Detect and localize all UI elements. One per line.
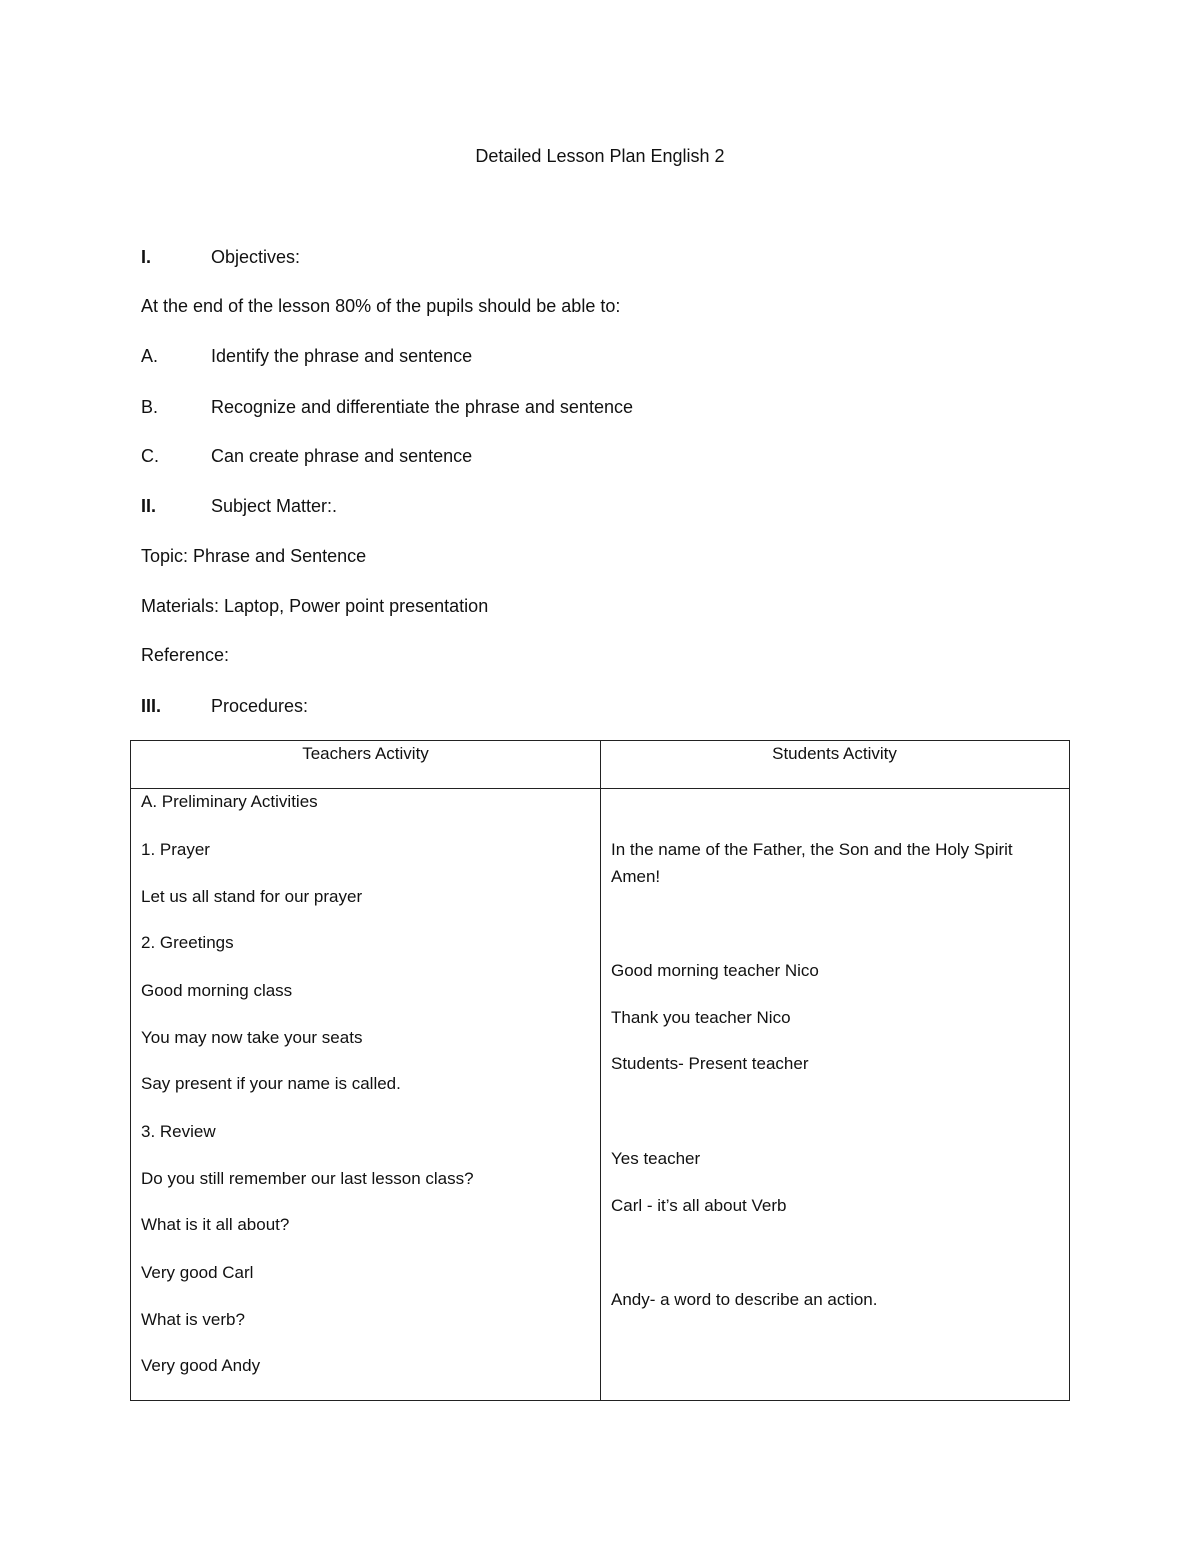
teacher-line: Very good Carl xyxy=(141,1263,254,1282)
procedures-heading: Procedures: xyxy=(211,696,309,716)
reference-line: Reference: xyxy=(141,645,230,665)
subject-matter-heading: Subject Matter:. xyxy=(211,496,338,516)
activity-table xyxy=(130,740,1070,1401)
teacher-line: 2. Greetings xyxy=(141,933,234,952)
objective-a-letter: A. xyxy=(141,346,159,366)
objective-c-letter: C. xyxy=(141,446,159,466)
teacher-line: Let us all stand for our prayer xyxy=(141,887,363,906)
teacher-line: 1. Prayer xyxy=(141,840,210,859)
student-line: Good morning teacher Nico xyxy=(611,961,819,980)
teacher-line: What is verb? xyxy=(141,1310,245,1329)
objectives-intro: At the end of the lesson 80% of the pupils should be able to: xyxy=(141,296,621,316)
teachers-activity-header: Teachers Activity xyxy=(302,744,429,763)
materials-line: Materials: Laptop, Power point presentation xyxy=(141,596,489,616)
subject-matter-numeral: II. xyxy=(141,496,157,516)
objective-b-letter: B. xyxy=(141,397,159,417)
objective-b-text: Recognize and differentiate the phrase and sentence xyxy=(211,397,633,417)
document-title: Detailed Lesson Plan English 2 xyxy=(475,146,725,166)
teacher-line: What is it all about? xyxy=(141,1215,290,1234)
student-line: Andy- a word to describe an action. xyxy=(611,1290,878,1309)
teacher-line: Good morning class xyxy=(141,981,293,1000)
teacher-line: 3. Review xyxy=(141,1122,216,1141)
objective-a-text: Identify the phrase and sentence xyxy=(211,346,473,366)
objective-c-text: Can create phrase and sentence xyxy=(211,446,473,466)
student-line: In the name of the Father, the Son and the Holy Spirit xyxy=(611,840,1013,859)
objectives-heading: Objectives: xyxy=(211,247,301,267)
teacher-line: A. Preliminary Activities xyxy=(141,792,318,811)
student-line: Yes teacher xyxy=(611,1149,701,1168)
procedures-numeral: III. xyxy=(141,696,162,716)
teacher-line: You may now take your seats xyxy=(141,1028,363,1047)
student-line: Thank you teacher Nico xyxy=(611,1008,791,1027)
teacher-line: Do you still remember our last lesson class? xyxy=(141,1169,474,1188)
teacher-line: Very good Andy xyxy=(141,1356,261,1375)
topic-line: Topic: Phrase and Sentence xyxy=(141,546,367,566)
student-line: Amen! xyxy=(611,867,661,886)
student-line: Students- Present teacher xyxy=(611,1054,809,1073)
teacher-line: Say present if your name is called. xyxy=(141,1074,401,1093)
column-divider xyxy=(600,741,601,1400)
students-activity-header: Students Activity xyxy=(772,744,897,763)
objectives-numeral: I. xyxy=(141,247,152,267)
student-line: Carl - it’s all about Verb xyxy=(611,1196,787,1215)
